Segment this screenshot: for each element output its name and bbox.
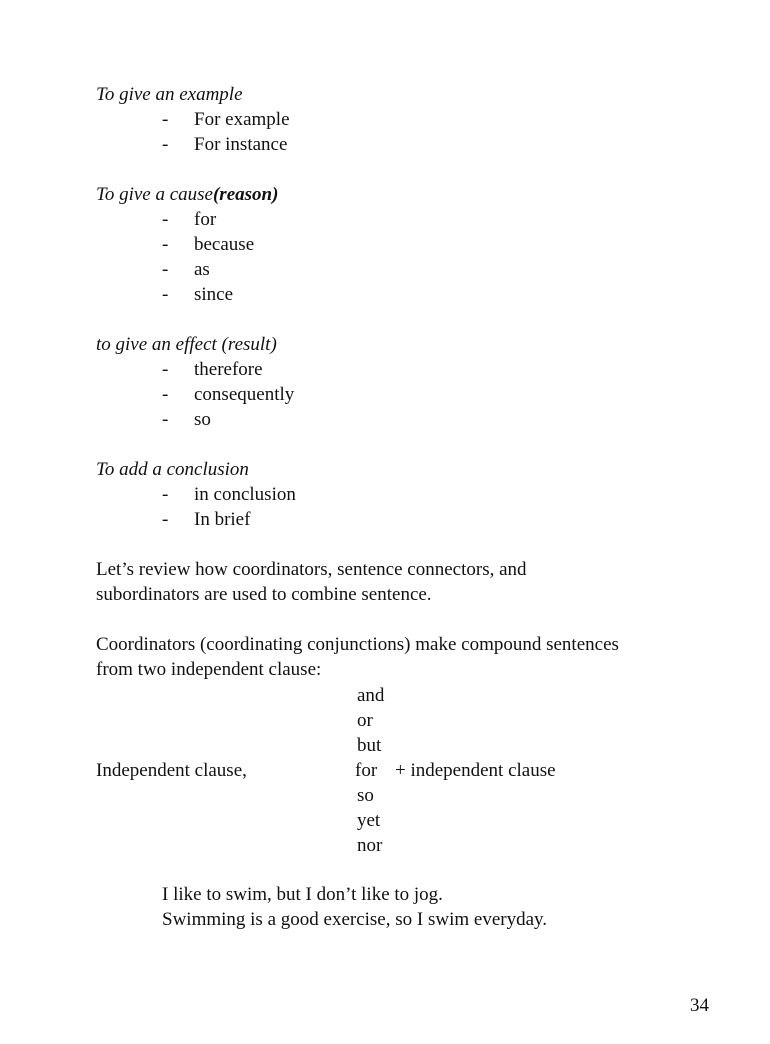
coordinators-paragraph-line: from two independent clause: xyxy=(96,659,322,680)
list-item: so xyxy=(194,409,211,430)
conjunction: nor xyxy=(357,835,383,856)
page-number: 34 xyxy=(690,995,709,1016)
list-item: consequently xyxy=(194,384,295,405)
section-heading-effect: to give an effect (result) xyxy=(96,334,277,355)
list-item: In brief xyxy=(194,509,251,530)
bullet-dash: - xyxy=(162,359,169,380)
conjunction: for xyxy=(355,760,378,781)
diagram-left-clause: Independent clause, xyxy=(96,760,247,781)
bullet-dash: - xyxy=(162,484,169,505)
review-paragraph-line: Let’s review how coordinators, sentence connectors, and xyxy=(96,559,527,580)
review-paragraph-line: subordinators are used to combine sentence. xyxy=(96,584,432,605)
list-item: because xyxy=(194,234,255,255)
section-heading-example: To give an example xyxy=(96,84,243,105)
list-item: as xyxy=(194,259,210,280)
conjunction: and xyxy=(357,685,385,706)
example-sentence: I like to swim, but I don’t like to jog. xyxy=(162,884,443,905)
section-heading-conclusion: To add a conclusion xyxy=(96,459,249,480)
conjunction: so xyxy=(357,785,374,806)
section-heading-cause-text: To give a cause xyxy=(96,184,213,205)
list-item: For example xyxy=(194,109,290,130)
bullet-dash: - xyxy=(162,134,169,155)
coordinators-paragraph-line: Coordinators (coordinating conjunctions) make compound sentences xyxy=(96,634,619,655)
example-sentence: Swimming is a good exercise, so I swim everyday. xyxy=(162,909,548,930)
list-item: For instance xyxy=(194,134,288,155)
list-item: therefore xyxy=(194,359,263,380)
list-item: since xyxy=(194,284,234,305)
list-item: for xyxy=(194,209,217,230)
section-heading-cause-bold: (reason) xyxy=(212,184,279,205)
list-item: in conclusion xyxy=(194,484,296,505)
bullet-dash: - xyxy=(162,209,169,230)
bullet-dash: - xyxy=(162,259,169,280)
bullet-dash: - xyxy=(162,234,169,255)
bullet-dash: - xyxy=(162,384,169,405)
bullet-dash: - xyxy=(162,509,169,530)
diagram-right-clause: + independent clause xyxy=(395,760,556,781)
bullet-dash: - xyxy=(162,109,169,130)
section-heading-cause xyxy=(96,182,278,207)
conjunction: yet xyxy=(357,810,381,831)
conjunction: but xyxy=(357,735,382,756)
conjunction: or xyxy=(357,710,373,731)
bullet-dash: - xyxy=(162,284,169,305)
bullet-dash: - xyxy=(162,409,169,430)
